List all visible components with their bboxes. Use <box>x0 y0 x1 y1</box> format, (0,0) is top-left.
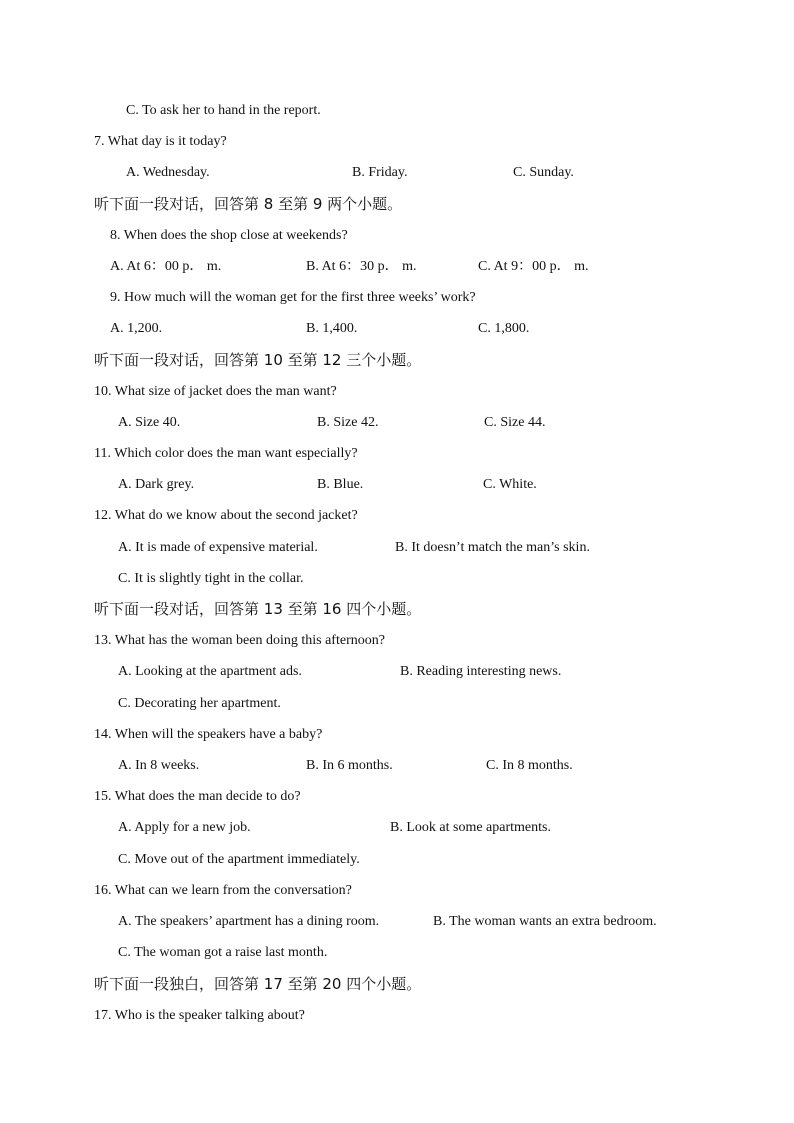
option-text: C. At 9：00 p． m. <box>478 259 589 274</box>
option-text: B. Size 42. <box>317 415 379 430</box>
option-text: C. Sunday. <box>513 165 574 180</box>
option-text: B. Friday. <box>352 165 408 180</box>
question-text: 12. What do we know about the second jacket? <box>94 508 358 523</box>
question-text: 8. When does the shop close at weekends? <box>110 228 348 243</box>
question-text: 16. What can we learn from the conversation? <box>94 883 352 898</box>
option-text: C. It is slightly tight in the collar. <box>118 571 304 586</box>
question-text: 7. What day is it today? <box>94 134 227 149</box>
option-text: B. In 6 months. <box>306 758 393 773</box>
option-text: A. Looking at the apartment ads. <box>118 664 302 679</box>
section-header: 听下面一段对话，回答第 8 至第 9 两个小题。 <box>94 195 403 213</box>
option-text: C. The woman got a raise last month. <box>118 945 328 960</box>
option-text: B. 1,400. <box>306 321 358 336</box>
option-text: B. Reading interesting news. <box>400 664 562 679</box>
option-text: C. Move out of the apartment immediately. <box>118 852 360 867</box>
option-text: C. 1,800. <box>478 321 530 336</box>
option-text: C. Decorating her apartment. <box>118 696 281 711</box>
option-text: A. Wednesday. <box>126 165 210 180</box>
option-text: A. It is made of expensive material. <box>118 540 318 555</box>
question-text: 14. When will the speakers have a baby? <box>94 727 323 742</box>
option-text: A. The speakers’ apartment has a dining room. <box>118 914 380 929</box>
section-header: 听下面一段对话，回答第 13 至第 16 四个小题。 <box>94 600 422 618</box>
option-text: A. Dark grey. <box>118 477 195 492</box>
option-text: B. It doesn’t match the man’s skin. <box>395 540 590 555</box>
question-text: 15. What does the man decide to do? <box>94 789 301 804</box>
option-text: C. White. <box>483 477 537 492</box>
option-text: A. At 6：00 p． m. <box>110 259 222 274</box>
option-text: B. Blue. <box>317 477 364 492</box>
option-text: A. Apply for a new job. <box>118 820 251 835</box>
option-text: B. Look at some apartments. <box>390 820 551 835</box>
question-text: 9. How much will the woman get for the first three weeks’ work? <box>110 290 476 305</box>
option-text: C. In 8 months. <box>486 758 573 773</box>
option-text: C. Size 44. <box>484 415 546 430</box>
question-text: 17. Who is the speaker talking about? <box>94 1008 305 1023</box>
question-text: 10. What size of jacket does the man want? <box>94 384 337 399</box>
question-text: 11. Which color does the man want especially? <box>94 446 358 461</box>
question-text: 13. What has the woman been doing this afternoon? <box>94 633 385 648</box>
option-text: A. In 8 weeks. <box>118 758 200 773</box>
option-text: C. To ask her to hand in the report. <box>126 103 321 118</box>
option-text: B. At 6：30 p． m. <box>306 259 417 274</box>
option-text: A. Size 40. <box>118 415 181 430</box>
option-text: B. The woman wants an extra bedroom. <box>433 914 657 929</box>
section-header: 听下面一段独白，回答第 17 至第 20 四个小题。 <box>94 975 422 993</box>
section-header: 听下面一段对话，回答第 10 至第 12 三个小题。 <box>94 351 422 369</box>
option-text: A. 1,200. <box>110 321 163 336</box>
